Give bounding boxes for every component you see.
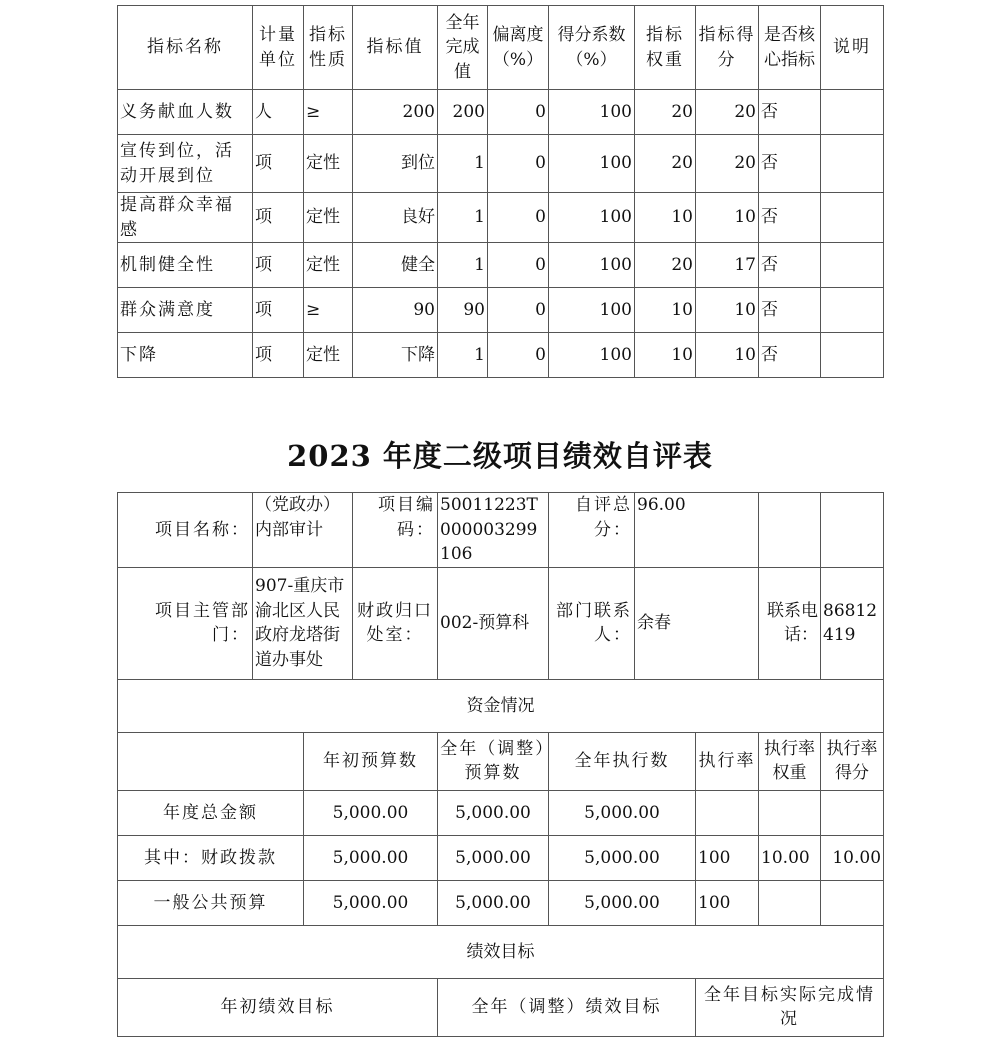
indicator-nature: ≥ — [304, 288, 353, 333]
header-done: 全年完成值 — [438, 6, 488, 90]
indicator-unit: 项 — [253, 243, 304, 288]
dept-value: 907-重庆市渝北区人民政府龙塔街道办事处 — [253, 567, 353, 679]
funds-header-initial: 年初预算数 — [304, 732, 438, 790]
indicator-nature: 定性 — [304, 333, 353, 378]
indicator-done: 1 — [438, 135, 488, 193]
indicator-name: 宣传到位，活动开展到位 — [118, 135, 253, 193]
indicator-done: 90 — [438, 288, 488, 333]
funds-section-title: 资金情况 — [118, 679, 884, 732]
goals-header-actual: 全年目标实际完成情况 — [696, 978, 884, 1036]
table-row — [118, 333, 884, 378]
indicator-weight: 10 — [635, 333, 696, 378]
indicator-score: 10 — [696, 193, 759, 243]
indicator-value: 良好 — [353, 193, 438, 243]
funds-row-label: 年度总金额 — [118, 790, 304, 835]
indicator-unit: 项 — [253, 288, 304, 333]
indicator-deviation: 0 — [488, 288, 549, 333]
indicator-coefficient: 100 — [549, 333, 635, 378]
indicator-nature: 定性 — [304, 193, 353, 243]
indicator-score: 20 — [696, 90, 759, 135]
funds-row-label: 其中：财政拨款 — [118, 835, 304, 880]
indicator-value: 下降 — [353, 333, 438, 378]
indicator-done: 200 — [438, 90, 488, 135]
indicator-coefficient: 100 — [549, 90, 635, 135]
indicator-note — [821, 135, 884, 193]
indicator-deviation: 0 — [488, 135, 549, 193]
indicator-name: 群众满意度 — [118, 288, 253, 333]
funds-adjusted: 5,000.00 — [438, 835, 549, 880]
indicator-value: 健全 — [353, 243, 438, 288]
funds-executed: 5,000.00 — [549, 790, 696, 835]
indicator-note — [821, 333, 884, 378]
indicator-deviation: 0 — [488, 193, 549, 243]
table-row — [118, 243, 884, 288]
project-info-row — [118, 493, 884, 568]
indicator-name: 义务献血人数 — [118, 90, 253, 135]
goals-section-row — [118, 925, 884, 978]
indicator-weight: 10 — [635, 288, 696, 333]
empty-cell — [118, 732, 304, 790]
project-code-value: 50011223T000003299106 — [438, 493, 549, 568]
funds-initial: 5,000.00 — [304, 835, 438, 880]
indicator-weight: 10 — [635, 193, 696, 243]
funds-weight — [759, 880, 821, 925]
header-core: 是否核心指标 — [759, 6, 821, 90]
funds-adjusted: 5,000.00 — [438, 880, 549, 925]
funds-weight: 10.00 — [759, 835, 821, 880]
indicator-header-row — [118, 6, 884, 90]
indicator-deviation: 0 — [488, 333, 549, 378]
funds-initial: 5,000.00 — [304, 790, 438, 835]
self-score-label: 自评总分： — [549, 493, 635, 568]
funds-header-executed: 全年执行数 — [549, 732, 696, 790]
funds-executed: 5,000.00 — [549, 835, 696, 880]
indicator-unit: 项 — [253, 135, 304, 193]
indicator-weight: 20 — [635, 90, 696, 135]
empty-cell — [821, 493, 884, 568]
project-name-label: 项目名称： — [118, 493, 253, 568]
phone-label: 联系电话： — [759, 567, 821, 679]
indicator-unit: 项 — [253, 193, 304, 243]
funds-header-row — [118, 732, 884, 790]
dept-label: 项目主管部门： — [118, 567, 253, 679]
indicator-note — [821, 193, 884, 243]
funds-adjusted: 5,000.00 — [438, 790, 549, 835]
indicator-unit: 人 — [253, 90, 304, 135]
indicator-score: 17 — [696, 243, 759, 288]
department-info-row — [118, 567, 884, 679]
funds-header-adjusted: 全年（调整）预算数 — [438, 732, 549, 790]
header-nature: 指标性质 — [304, 6, 353, 90]
indicator-core: 否 — [759, 193, 821, 243]
indicator-coefficient: 100 — [549, 135, 635, 193]
empty-cell — [759, 493, 821, 568]
indicator-nature: ≥ — [304, 90, 353, 135]
goals-header-adjusted: 全年（调整）绩效目标 — [438, 978, 696, 1036]
indicator-nature: 定性 — [304, 135, 353, 193]
indicator-coefficient: 100 — [549, 193, 635, 243]
table-row — [118, 835, 884, 880]
self-score-value: 96.00 — [635, 493, 759, 568]
finance-label: 财政归口处室： — [353, 567, 438, 679]
form-title: 2023 年度二级项目绩效自评表 — [287, 439, 713, 473]
header-weight: 指标权重 — [635, 6, 696, 90]
funds-rate: 100 — [696, 880, 759, 925]
table-row — [118, 193, 884, 243]
funds-score: 10.00 — [821, 835, 884, 880]
indicator-score: 10 — [696, 288, 759, 333]
indicator-deviation: 0 — [488, 90, 549, 135]
header-value: 指标值 — [353, 6, 438, 90]
indicator-name: 下降 — [118, 333, 253, 378]
funds-executed: 5,000.00 — [549, 880, 696, 925]
indicator-deviation: 0 — [488, 243, 549, 288]
indicator-nature: 定性 — [304, 243, 353, 288]
funds-score — [821, 880, 884, 925]
funds-header-rate: 执行率 — [696, 732, 759, 790]
indicator-note — [821, 243, 884, 288]
funds-score — [821, 790, 884, 835]
header-coefficient: 得分系数（%） — [549, 6, 635, 90]
funds-initial: 5,000.00 — [304, 880, 438, 925]
indicator-note — [821, 288, 884, 333]
indicator-done: 1 — [438, 243, 488, 288]
contact-value: 余春 — [635, 567, 759, 679]
indicator-core: 否 — [759, 135, 821, 193]
header-deviation: 偏离度（%） — [488, 6, 549, 90]
funds-section-row — [118, 679, 884, 732]
self-evaluation-table — [117, 492, 884, 1037]
indicator-unit: 项 — [253, 333, 304, 378]
table-row — [118, 135, 884, 193]
table-row — [118, 90, 884, 135]
header-score: 指标得分 — [696, 6, 759, 90]
funds-weight — [759, 790, 821, 835]
indicator-weight: 20 — [635, 243, 696, 288]
finance-value: 002-预算科 — [438, 567, 549, 679]
table-row — [118, 880, 884, 925]
header-note: 说明 — [821, 6, 884, 90]
indicator-core: 否 — [759, 90, 821, 135]
funds-row-label: 一般公共预算 — [118, 880, 304, 925]
indicator-coefficient: 100 — [549, 243, 635, 288]
indicator-core: 否 — [759, 288, 821, 333]
indicator-core: 否 — [759, 243, 821, 288]
indicator-name: 机制健全性 — [118, 243, 253, 288]
indicator-coefficient: 100 — [549, 288, 635, 333]
indicator-score: 10 — [696, 333, 759, 378]
funds-rate: 100 — [696, 835, 759, 880]
indicator-value: 90 — [353, 288, 438, 333]
indicator-note — [821, 90, 884, 135]
header-indicator-name: 指标名称 — [118, 6, 253, 90]
table-row — [118, 790, 884, 835]
funds-rate — [696, 790, 759, 835]
funds-header-score: 执行率得分 — [821, 732, 884, 790]
goals-header-initial: 年初绩效目标 — [118, 978, 438, 1036]
indicator-value: 200 — [353, 90, 438, 135]
indicator-value: 到位 — [353, 135, 438, 193]
indicator-done: 1 — [438, 333, 488, 378]
indicator-name: 提高群众幸福感 — [118, 193, 253, 243]
funds-header-weight: 执行率权重 — [759, 732, 821, 790]
phone-value: 86812419 — [821, 567, 884, 679]
indicator-weight: 20 — [635, 135, 696, 193]
header-unit: 计量单位 — [253, 6, 304, 90]
indicator-core: 否 — [759, 333, 821, 378]
goals-section-title: 绩效目标 — [118, 925, 884, 978]
project-code-label: 项目编码： — [353, 493, 438, 568]
indicator-score: 20 — [696, 135, 759, 193]
indicator-done: 1 — [438, 193, 488, 243]
indicator-table — [117, 5, 884, 378]
project-name-value: （党政办）内部审计 — [253, 493, 353, 568]
contact-label: 部门联系人： — [549, 567, 635, 679]
goals-header-row — [118, 978, 884, 1036]
table-row — [118, 288, 884, 333]
